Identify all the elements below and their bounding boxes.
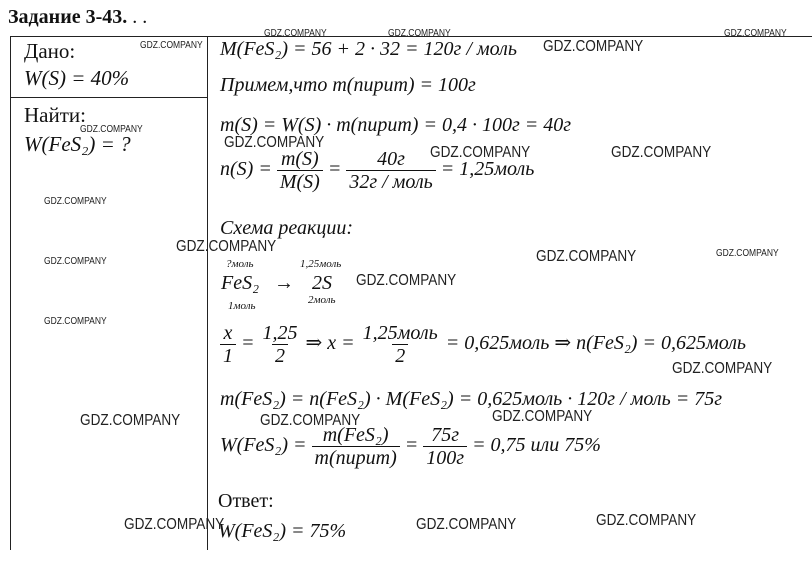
moles-s-result: = 1,25моль <box>440 158 535 181</box>
assumption-line: Примем,что m(пирит) = 100г <box>220 74 476 96</box>
ratio-fraction <box>260 322 301 367</box>
watermark-text: GDZ.COMPANY <box>124 516 225 533</box>
equals-sign: = <box>327 158 342 181</box>
find-mass-fraction-fes2: W(FeS₂) = ? <box>24 132 131 156</box>
watermark-text: GDZ.COMPANY <box>44 316 107 327</box>
scheme-left-top: ?моль <box>226 258 254 270</box>
moles-s-lhs: n(S) = <box>220 158 272 181</box>
equals-sign: = <box>241 332 255 355</box>
watermark-text: GDZ.COMPANY <box>80 124 143 135</box>
mass-fraction-lhs: W(FeS₂) = <box>220 434 307 457</box>
fraction-numerator: 1,25моль <box>362 322 438 344</box>
answer-value: W(FeS₂) = 75% <box>218 520 347 542</box>
task-title <box>8 6 147 29</box>
values-fraction <box>423 424 467 469</box>
x-over-one-fraction <box>220 322 236 367</box>
x-value-fraction <box>360 322 441 367</box>
watermark-text: GDZ.COMPANY <box>543 38 644 55</box>
task-title-text: Задание 3-43. <box>8 6 128 28</box>
fraction-numerator: 1,25 <box>262 322 298 344</box>
reaction-scheme-label: Схема реакции: <box>220 217 353 239</box>
fraction-denominator: m(пирит) <box>312 446 400 469</box>
mass-fraction-fes2-line <box>220 424 601 469</box>
watermark-text: GDZ.COMPANY <box>44 196 107 207</box>
watermark-text: GDZ.COMPANY <box>176 238 277 255</box>
equals-sign: = <box>404 434 419 457</box>
fraction-denominator: M(S) <box>277 170 323 193</box>
proportion-line <box>220 322 746 367</box>
fraction-numerator: x <box>223 322 233 344</box>
mass-over-molar-mass-fraction <box>277 148 323 193</box>
watermark-text: GDZ.COMPANY <box>611 144 712 161</box>
fraction-numerator: m(FeS₂) <box>322 424 389 446</box>
fraction-numerator: 75г <box>431 424 460 446</box>
given-find-separator <box>10 97 207 98</box>
mass-fes2-line: m(FeS₂) = n(FeS₂) · M(FeS₂) = 0,625моль · 120г / моль = 75г <box>220 388 723 410</box>
mass-ratio-fraction <box>312 424 400 469</box>
watermark-text: GDZ.COMPANY <box>536 248 637 265</box>
given-label: Дано: <box>24 39 76 63</box>
given-mass-fraction-s: W(S) = 40% <box>24 66 130 90</box>
scheme-left-bottom: 1моль <box>228 300 256 312</box>
implies-x: ⇒ x = <box>305 332 355 355</box>
answer-label: Ответ: <box>218 490 274 512</box>
mass-fraction-result: = 0,75 или 75% <box>472 434 601 457</box>
watermark-text: GDZ.COMPANY <box>140 40 203 51</box>
task-title-trail: . . <box>132 6 148 28</box>
watermark-text: GDZ.COMPANY <box>80 412 181 429</box>
moles-fes2-result: = 0,625моль ⇒ n(FeS₂) = 0,625моль <box>445 332 747 355</box>
molar-mass-fes2-line: M(FeS₂) = 56 + 2 · 32 = 120г / моль <box>220 38 517 60</box>
scheme-right-formula: 2S <box>312 272 332 294</box>
fraction-denominator: 2 <box>272 344 288 367</box>
watermark-text: GDZ.COMPANY <box>260 412 361 429</box>
values-fraction <box>346 148 435 193</box>
scheme-right-top: 1,25моль <box>300 258 342 270</box>
watermark-text: GDZ.COMPANY <box>224 134 325 151</box>
watermark-text: GDZ.COMPANY <box>416 516 517 533</box>
watermark-text: GDZ.COMPANY <box>492 408 593 425</box>
watermark-text: GDZ.COMPANY <box>596 512 697 529</box>
watermark-text: GDZ.COMPANY <box>716 248 779 259</box>
fraction-denominator: 2 <box>392 344 408 367</box>
watermark-text: GDZ.COMPANY <box>356 272 457 289</box>
reaction-arrow: → <box>274 272 294 294</box>
watermark-text: GDZ.COMPANY <box>388 28 451 39</box>
watermark-text: GDZ.COMPANY <box>44 256 107 267</box>
fraction-numerator: 40г <box>377 148 405 170</box>
table-divider <box>207 36 208 550</box>
fraction-denominator: 100г <box>423 446 467 469</box>
fraction-numerator: m(S) <box>280 148 319 170</box>
scheme-left-formula: FeS₂ <box>221 272 260 294</box>
fraction-denominator: 32г / моль <box>346 170 435 193</box>
watermark-text: GDZ.COMPANY <box>264 28 327 39</box>
scheme-right-bottom: 2моль <box>308 294 336 306</box>
mass-s-line: m(S) = W(S) · m(пирит) = 0,4 · 100г = 40г <box>220 114 572 136</box>
find-label: Найти: <box>24 103 86 127</box>
fraction-denominator: 1 <box>220 344 236 367</box>
watermark-text: GDZ.COMPANY <box>672 360 773 377</box>
watermark-text: GDZ.COMPANY <box>430 144 531 161</box>
watermark-text: GDZ.COMPANY <box>724 28 787 39</box>
table-left-border <box>10 36 11 550</box>
